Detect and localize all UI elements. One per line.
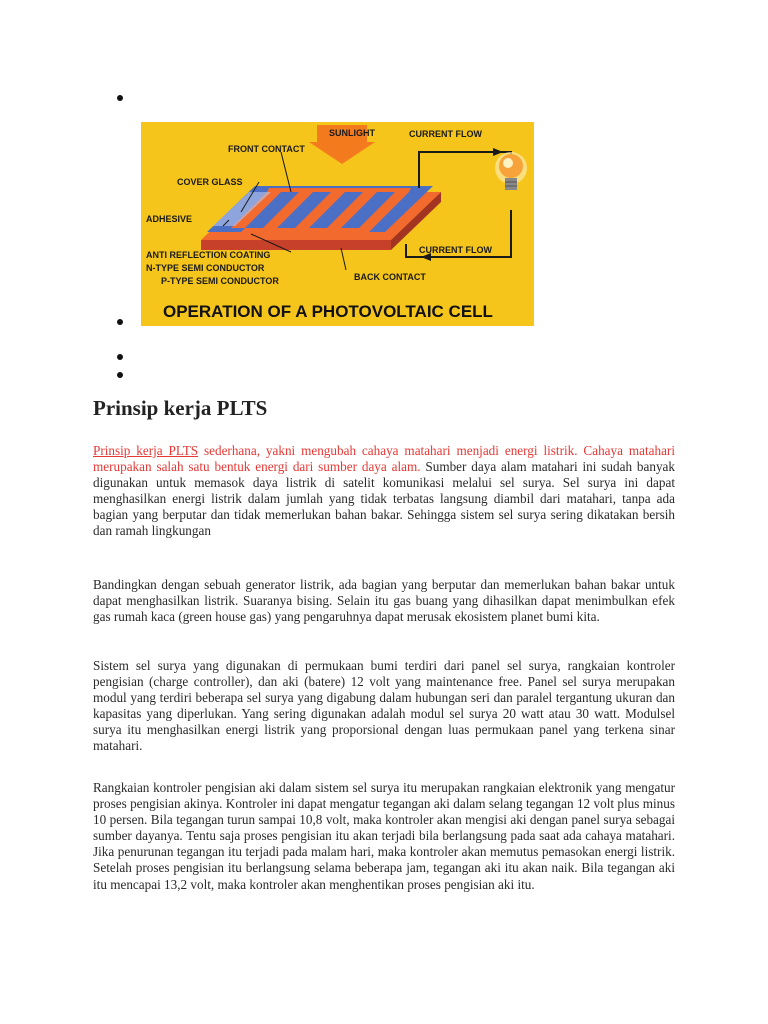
label-n-type: N-TYPE SEMI CONDUCTOR (146, 263, 265, 273)
list-bullet (117, 319, 123, 325)
list-bullet (117, 95, 123, 101)
figure-caption: OPERATION OF A PHOTOVOLTAIC CELL (163, 302, 493, 321)
paragraph-3: Sistem sel surya yang digunakan di permukaan bumi terdiri dari panel sel surya, rangkaian kontroler pengisian (charge controller), dan aki (batere) 12 volt yang maintenance free. Panel sel surya merupakan modul yang terdiri beberapa sel surya yang digabung dalam hubungan seri dan paralel tergantung ukuran dan kapasitas yang diperlukan. Yang sering digunakan adalah modul sel surya 20 watt atau 30 watt. Modulsel surya itu menghasilkan energi listrik yang proporsional dengan luas permukaan panel yang terkena sinar matahari. (93, 658, 675, 754)
label-p-type: P-TYPE SEMI CONDUCTOR (161, 276, 279, 286)
article-heading: Prinsip kerja PLTS (93, 396, 268, 420)
list-bullet (117, 354, 123, 360)
label-back-contact: BACK CONTACT (354, 272, 426, 282)
highlighted-text: sederhana, yakni mengubah cahaya matahari menjadi energi listrik. Cahaya matahari merupakan salah satu bentuk energi dari sumber daya alam. (93, 443, 675, 475)
label-cover-glass: COVER GLASS (177, 177, 243, 187)
label-sunlight: SUNLIGHT (329, 128, 375, 138)
paragraph-2: Bandingkan dengan sebuah generator listrik, ada bagian yang berputar dan memerlukan bahan bakar untuk dapat menghasilkan listrik. Suaranya bising. Selain itu gas buang yang dihasilkan dapat menimbulkan efek gas rumah kaca (green house gas) yang pengaruhnya dapat merusak ekosistem planet bumi kita. (93, 577, 675, 625)
photovoltaic-cell-figure (141, 122, 534, 326)
paragraph-1 (93, 443, 675, 540)
light-bulb-icon (495, 152, 527, 190)
label-anti-reflection: ANTI REFLECTION COATING (146, 250, 271, 260)
paragraph-4: Rangkaian kontroler pengisian aki dalam sistem sel surya itu merupakan rangkaian elektronik yang mengatur proses pengisian akinya. Kontroler ini dapat mengatur tegangan aki dalam selang tegangan 12 volt plus minus 10 persen. Bila tegangan turun sampai 10,8 volt, maka kontroler akan mengisi aki dengan panel surya sebagai sumber dayanya. Tentu saja proses pengisian itu akan terjadi bila berlangsung pada saat ada cahaya matahari. Jika penurunan tegangan itu terjadi pada malam hari, maka kontroler akan memutus pemasokan energi listrik. Setelah proses pengisian itu berlangsung selama beberapa jam, tegangan aki itu akan naik. Bila tegangan aki itu mencapai 13,2 volt, maka kontroler akan menghentikan proses pengisian aki itu. (93, 780, 675, 892)
label-current-flow-top: CURRENT FLOW (409, 129, 482, 139)
article-link[interactable]: Prinsip kerja PLTS (93, 443, 199, 458)
label-front-contact: FRONT CONTACT (228, 144, 305, 154)
paragraph-1-text: Sumber daya alam matahari ini sudah banyak digunakan untuk memasok daya listrik di satelit komunikasi melalui sel surya. Sel surya ini dapat menghasilkan energi listrik dalam jumlah yang tidak terbatas langsung diambil dari matahari, tanpa ada bagian yang berputar dan tidak memerlukan bahan bakar. Sehingga sistem sel surya sering dikatakan bersih dan ramah lingkungan (93, 459, 676, 539)
list-bullet (117, 372, 123, 378)
label-adhesive: ADHESIVE (146, 214, 193, 224)
label-current-flow-bottom: CURRENT FLOW (419, 245, 492, 255)
